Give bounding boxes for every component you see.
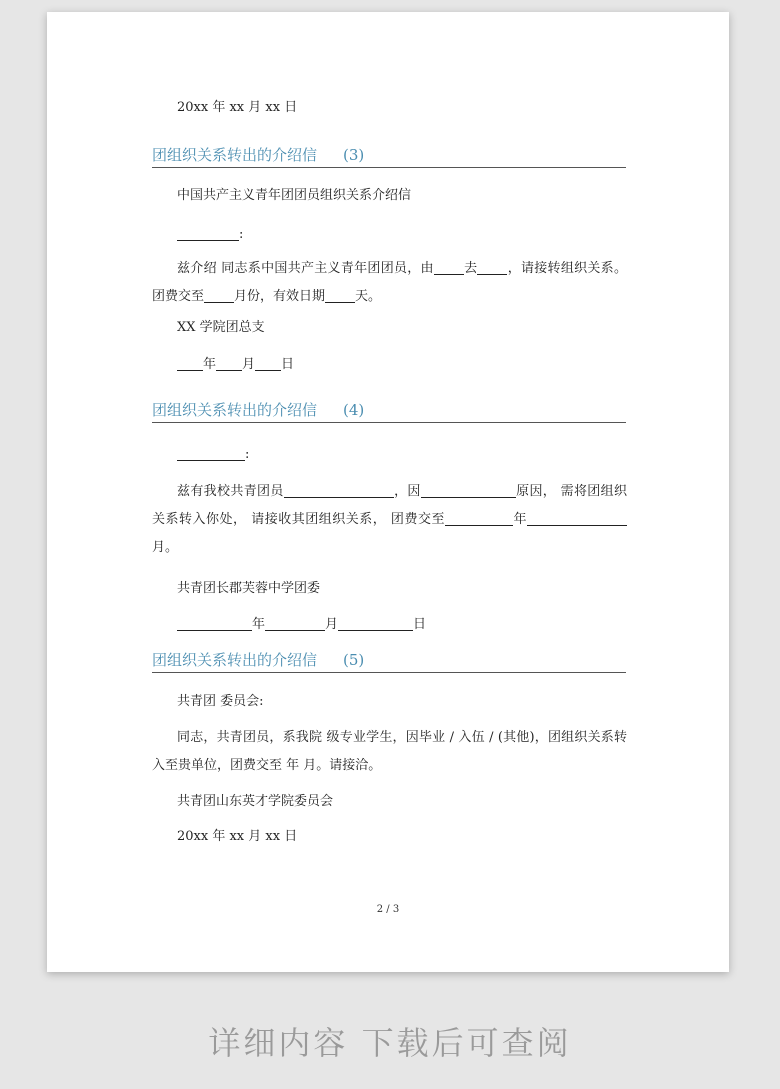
section-number: (4) (343, 401, 365, 419)
page-number: 2 / 3 (376, 904, 400, 915)
text: 日 (413, 617, 427, 632)
date-fill-line (177, 615, 426, 635)
text: 兹有我校共青团员 (177, 484, 284, 499)
blank-field (177, 356, 203, 371)
blank-field (177, 446, 245, 461)
body-paragraph (152, 255, 627, 311)
section-number: (3) (343, 146, 365, 164)
text: 年 (203, 357, 217, 372)
section-3-heading (152, 145, 626, 168)
blank-field (284, 483, 394, 498)
blank-field (421, 483, 516, 498)
section-4-heading (152, 400, 626, 423)
section-number: (5) (343, 651, 365, 669)
text: 去 (463, 261, 478, 276)
text: 月。 (152, 540, 179, 555)
blank-field (325, 288, 355, 303)
date-line: 20xx 年 xx 月 xx 日 (177, 100, 298, 115)
text: 年 (512, 512, 527, 527)
text: 原因， 需将团组织关系转入你处， 请接收其团组织关系， 团费交至 (152, 484, 627, 527)
text: ，因 (393, 484, 421, 499)
text: 月份，有效日期 (234, 289, 326, 304)
blank-field (434, 260, 464, 275)
body-paragraph: 同志，共青团员，系我院 级专业学生，因毕业 / 入伍 / (其他)，团组织关系转入至贵单位，团费交至 年 月。请接洽。 (152, 730, 627, 773)
colon: : (245, 447, 250, 462)
text: ，请接转组织关系。团费交至 (152, 261, 627, 304)
blank-field (177, 226, 239, 241)
blank-field (477, 260, 507, 275)
text: 月 (242, 357, 256, 372)
blank-field (265, 616, 325, 631)
section-5-heading (152, 650, 626, 673)
blank-field (255, 356, 281, 371)
document-page (47, 12, 729, 972)
section-title: 团组织关系转出的介绍信 (152, 146, 318, 164)
blank-field (204, 288, 234, 303)
addressee-line (177, 225, 243, 245)
download-hint-text: 详细内容 下载后可查阅 (208, 1024, 572, 1062)
body-paragraph (152, 478, 627, 562)
section-title: 团组织关系转出的介绍信 (152, 401, 318, 419)
text: 年 (252, 617, 266, 632)
issuer-line: 共青团山东英才学院委员会 (177, 794, 334, 809)
addressee-line: 共青团 委员会: (177, 694, 264, 709)
blank-field (177, 616, 252, 631)
blank-field (527, 511, 627, 526)
blank-field (216, 356, 242, 371)
letter-title: 中国共产主义青年团团员组织关系介绍信 (177, 188, 412, 203)
issuer-line: XX 学院团总支 (177, 320, 265, 335)
text: 月 (325, 617, 339, 632)
addressee-line (177, 445, 249, 465)
blank-field (338, 616, 413, 631)
text: 日 (281, 357, 295, 372)
issuer-line: 共青团长郡芙蓉中学团委 (177, 581, 321, 596)
date-fill-line (177, 355, 294, 375)
colon: : (239, 227, 244, 242)
section-title: 团组织关系转出的介绍信 (152, 651, 318, 669)
date-line: 20xx 年 xx 月 xx 日 (177, 829, 298, 844)
blank-field (445, 511, 513, 526)
text: 天。 (355, 289, 382, 304)
text: 兹介绍 同志系中国共产主义青年团团员，由 (177, 261, 434, 276)
